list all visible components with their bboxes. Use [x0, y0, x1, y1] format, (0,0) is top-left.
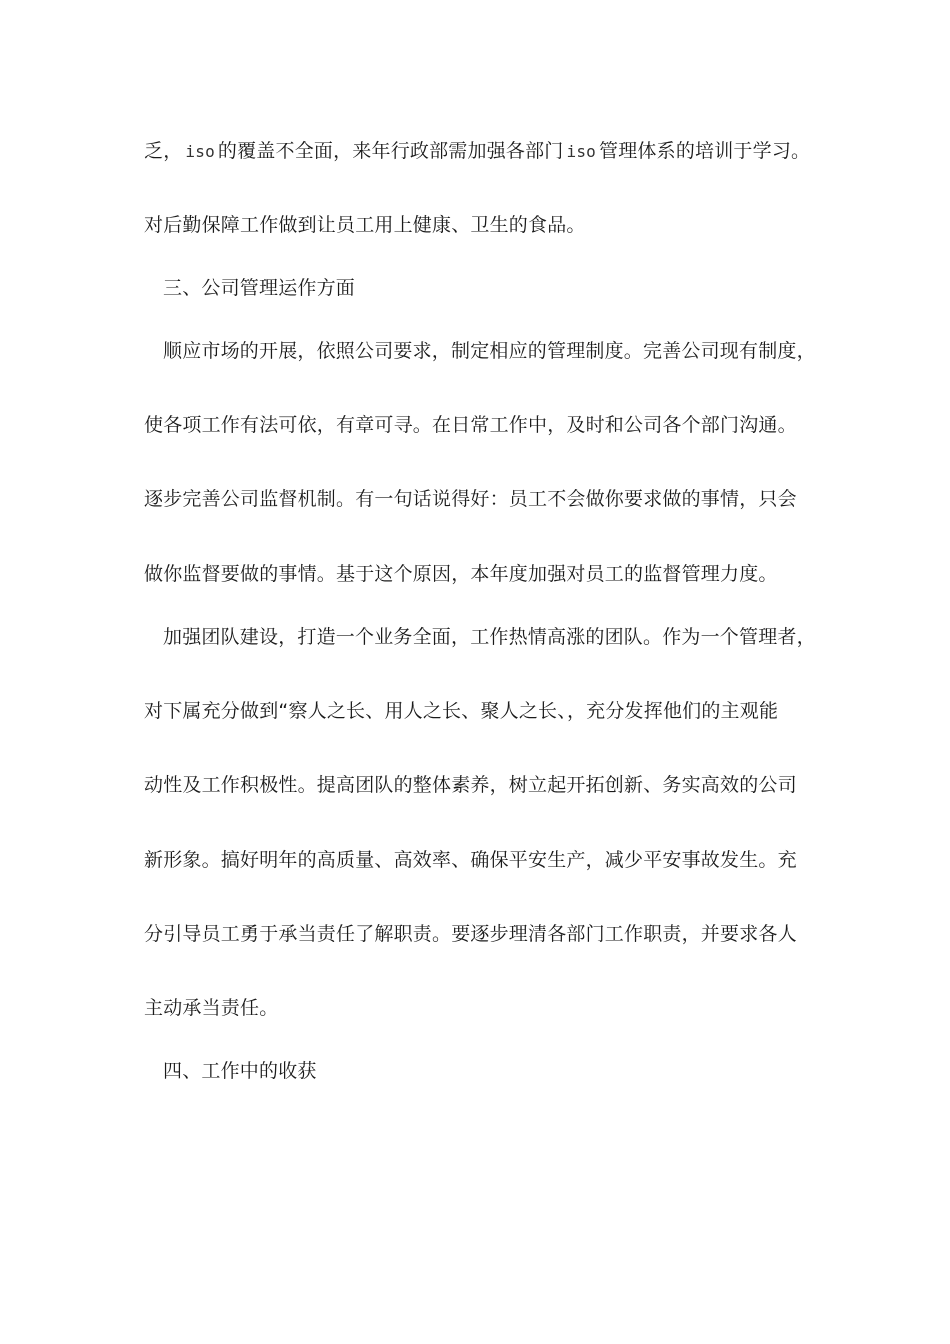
text-segment: 乏，	[144, 140, 183, 162]
paragraph-line-2: 对后勤保障工作做到让员工用上健康、卫生的食品。	[144, 214, 586, 236]
paragraph-line-5: 使各项工作有法可依，有章可寻。在日常工作中，及时和公司各个部门沟通。	[144, 414, 797, 436]
iso-term: iso	[185, 142, 215, 161]
paragraph-line-10: 动性及工作积极性。提高团队的整体素养，树立起开拓创新、务实高效的公司	[144, 774, 797, 796]
section-heading-3: 三、公司管理运作方面	[163, 277, 356, 299]
paragraph-line-12: 分引导员工勇于承当责任了解职责。要逐步理清各部门工作职责，并要求各人	[144, 923, 797, 945]
paragraph-line-11: 新形象。搞好明年的高质量、高效率、确保平安生产，减少平安事故发生。充	[144, 849, 797, 871]
paragraph-line-1	[144, 139, 824, 164]
section-heading-4: 四、工作中的收获	[163, 1060, 317, 1082]
paragraph-line-13: 主动承当责任。	[144, 997, 279, 1019]
text-segment: 管理体系的培训于学习。	[599, 140, 811, 162]
paragraph-line-4: 顺应市场的开展，依照公司要求，制定相应的管理制度。完善公司现有制度，	[163, 340, 816, 362]
iso-term: iso	[566, 142, 597, 161]
paragraph-line-9: 对下属充分做到“察人之长、用人之长、聚人之长、，充分发挥他们的主观能	[144, 700, 779, 722]
paragraph-line-7: 做你监督要做的事情。基于这个原因，本年度加强对员工的监督管理力度。	[144, 563, 778, 585]
paragraph-line-6: 逐步完善公司监督机制。有一句话说得好：员工不会做你要求做的事情，只会	[144, 488, 797, 510]
paragraph-line-8: 加强团队建设，打造一个业务全面，工作热情高涨的团队。作为一个管理者，	[163, 626, 816, 648]
text-segment: 的覆盖不全面，来年行政部需加强各部门	[217, 140, 564, 162]
